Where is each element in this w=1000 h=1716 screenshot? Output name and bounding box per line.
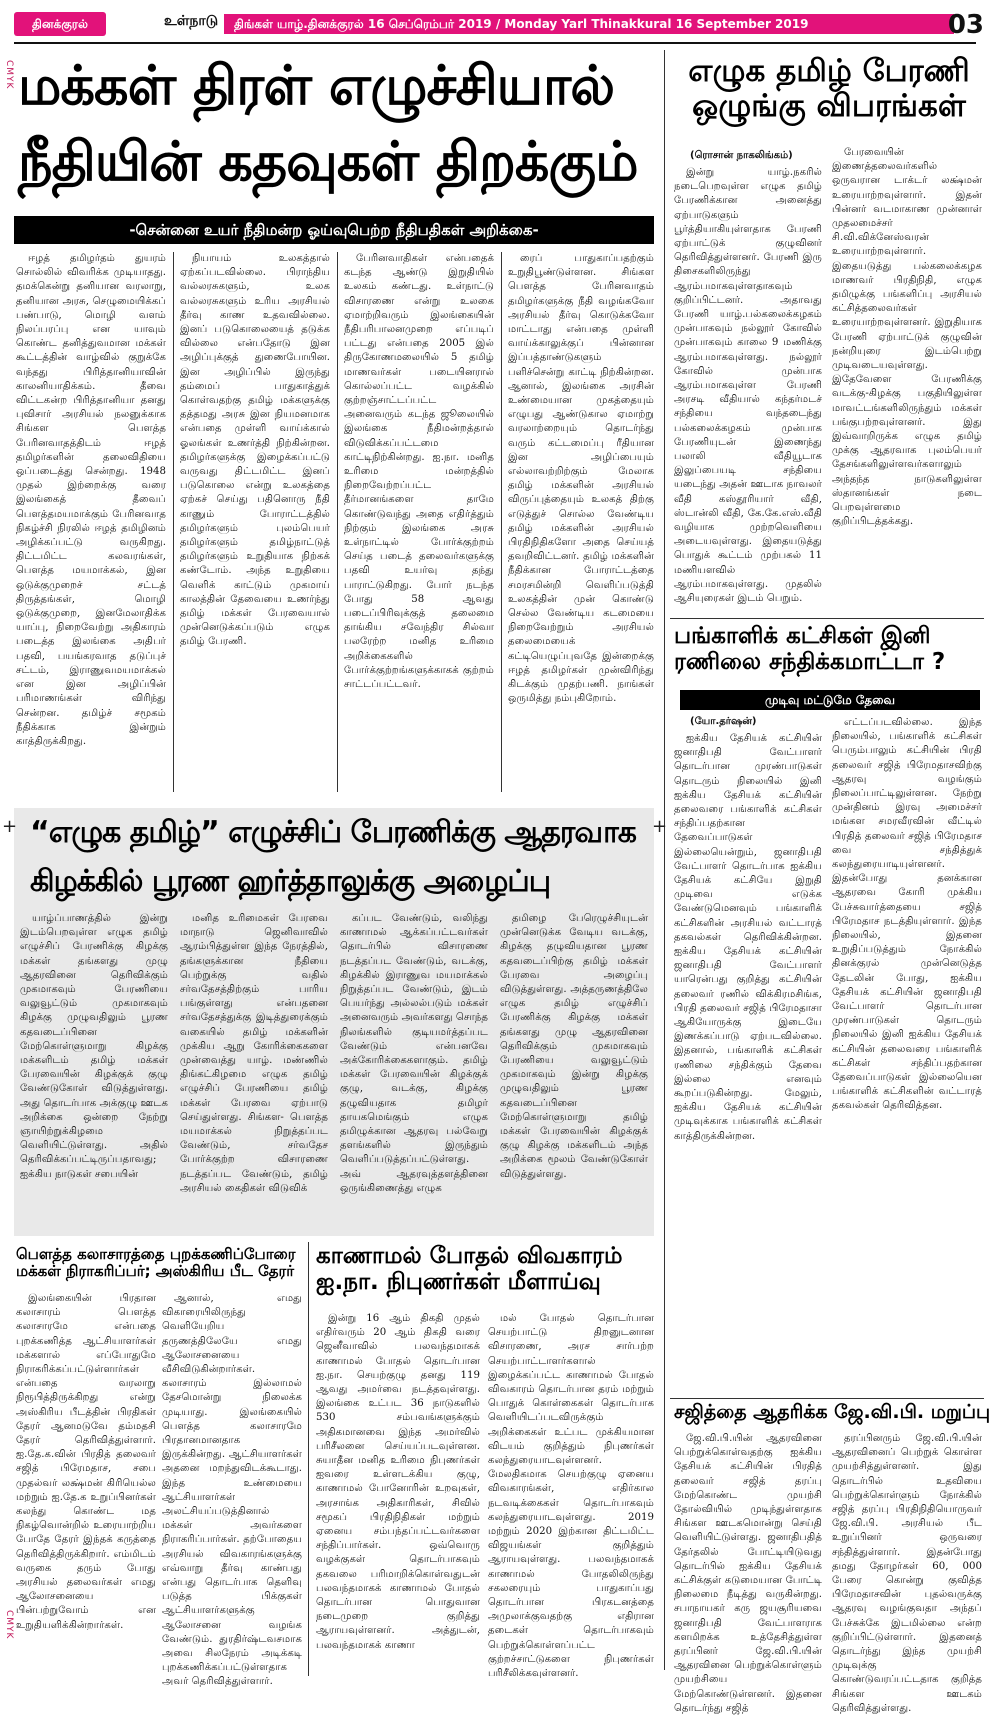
- bottom-left-column-2: ஆனால், எமது விகாரையிலிருந்து வெளியேறிய தருணத்திலேயே எமது ஆலோசனையை வீசிவிடுகின்றார்கள். கலாசாரம் இல்லாமல் தேசமொன்று நிலைக்க முடியாது. இலங்கையில் பௌத்த கலாசாரமே பிரதானமானதாக இருக்கின்றது. ஆட்சியாளர்கள் அதனை மறந்துவிடக்கூடாது. இந்த உண்மையை ஆட்சியாளர்கள் அலட்சியப்படுத்தினால் மக்கள் அவர்களை நிராகரிப்பார்கள். தற்போதைய அரசியல் விவகாரங்களுக்கு எவ்வாறு தீர்வு காண்பது என்பது தொடர்பாக தெளிவு படுத்த பிக்குகள் ஆட்சியாளர்களுக்கு ஆலோசனை வழங்க வேண்டும். துரதிர்ஷ்டவசமாக அவை சிலநேரம் அடிக்கடி புறக்கணிக்கப்பட்டுள்ளதாக அவர் தெரிவித்துள்ளார்.: [162, 1293, 302, 1688]
- hartal-column-1: யாழ்ப்பாணத்தில் இன்று இடம்பெறவுள்ள எழுக தமிழ் எழுச்சிப் பேரணிக்கு கிழக்கு மக்கள் தங்களது முழு ஆதரவினை தெரிவிக்கும் முகமாகவும் பேரணியை வலுவூட்டும் முகமாகவும் கிழக்கு முழுவதிலும் பூரண கதவடைப்பினை மேற்கொள்ளுமாறு கிழக்கு மக்களிடம் தமிழ் மக்கள் பேரவையின் கிழக்குக் குழு வேண்டுகோள் விடுத்துள்ளது. அது தொடர்பாக அக்குழு ஊடக அறிக்கை ஒன்றை நேற்று ஞாயிற்றுக்கிழமை வெளியிட்டுள்ளது. அதில் தெரிவிக்கப்பட்டிருப்பதாவது; ஐக்கிய நாடுகள் சபையின்: [20, 913, 168, 1180]
- masthead: [14, 10, 984, 40]
- date-line: திங்கள் யாழ்.தினக்குரல் 16 செப்ரெம்பர் 2019 / Monday Yarl Thinakkural 16 September 2019: [224, 14, 954, 34]
- right-top-headline: எழுக தமிழ் பேரணி ஒழுங்கு விபரங்கள்: [688, 53, 970, 124]
- hartal-column-3: கப்பட வேண்டும், வலிந்து காணாமல் ஆக்கப்பட்டவர்கள் தொடர்பில் விசாரணை நடத்தப்பட வேண்டும், வடக்கு, கிழக்கில் இராணுவ மயமாக்கல் நிறுத்தப்பட வேண்டும், இடம் பெயர்ந்து அல்லல்படும் மக்கள் அனைவரும் அவர்களது சொந்த நிலங்களில் குடியமர்த்தப்பட வேண்டும் என்பனவே அக்கோரிக்கைகளாகும். தமிழ் மக்கள் பேரவையின் கிழக்குக் குழு, வடக்கு, கிழக்கு தழுவியதாக தமிழர் தாயகமெங்கும் எழுக தமிழுக்கான ஆதரவு பல்வேறு தளங்களில் இருந்தும் வெளிப்படுத்தப்பட்டுள்ளது. அவ் ஆதரவுத்தளத்தினை ஒருங்கிணைத்து எழுக: [340, 913, 488, 1194]
- column-divider: [337, 252, 338, 792]
- cmyk-mark-top: CMYK: [4, 60, 14, 90]
- right-mid-column-2: எட்டப்படவில்லை. இந்த நிலையில், பங்காளிக் கட்சிகள் பெரும்பாலும் கட்சியின் பிரதி தலைவர் சஜித் பிரேமதாசவிற்கு ஆதரவு வழங்கும் நிலைப்பாட்டிலுள்ளன. நேற்று முன்தினம் இரவு அமைச்சர் மங்கள சமரவீரவின் வீட்டில் பிரதித் தலைவர் சஜித் பிரேமதாச வை சந்தித்துக் கலந்துரையாடியுள்ளனர். இதன்போது தனக்கான ஆதரவை கோரி முக்கிய பேச்சுவார்த்தையை சஜித் பிரேமதாச நடத்தியுள்ளார். இந்த நிலையில், இதனை உறுதிப்படுத்தும் நோக்கில் தினக்குரல் முன்னெடுத்த தேடலின் போது, ஐக்கிய தேசியக் கட்சியின் ஜனாதிபதி வேட்பாளர் தொடர்பான முரண்பாடுகள் தொடரும் நிலையில் இனி ஐக்கிய தேசியக் கட்சியின் தலைவரை பங்காளிக் கட்சிகள் சந்திப்பதற்கான தேவைப்பாடுகள் இல்லையென பங்காளிக் கட்சிகளின் வட்டாரத் தகவல்கள் தெரிவித்தன.: [832, 717, 982, 1112]
- lead-column-4: ரைப் பாதுகாப்பதற்கும் உறுதிபூண்டுள்ளன. சிங்கள பௌத்த பேரினவாதம் தமிழர்களுக்கு நீதி வழங்கவோ அரசியல் தீர்வு கொடுக்கவோ மாட்டாது என்பதை முள்ளி வாய்க்காலுக்குப் பின்னான இப்பத்தாண்டுகளும் பளிச்சென்று காட்டி நிற்கின்றன. ஆனால், இலங்கை அரசின் உண்மையான முகத்தையும் எழுபது ஆண்டுகால ஏமாற்று வரலாற்றையும் தொடர்ந்து வரும் கட்டமைப்பு ரீதியான இன அழிப்பையும் எல்லாவற்றிற்கும் மேலாக தமிழ் மக்களின் அரசியல் விருப்புத்தையும் உலகத் திற்கு எடுத்துச் சொல்ல வேண்டிய தமிழ் மக்களின் அரசியல் பிரதிநிதிகளோ அதை செய்யத் தவறிவிட்டனர். தமிழ் மக்களின் நீதிக்கான போராட்டத்தை சமரசமின்றி வெளிப்படுத்தி உலகத்தின் முன் கொண்டு செல்ல வேண்டிய கடமையை நிறைவேற்றும் அரசியல் தலைமையைக் கட்டியெழுப்புவதே இன்றைக்கு ஈழத் தமிழர்கள் முன்விரிந்து கிடக்கும் முதற்பணி. நாங்கள் ஒருமித்து நம்புகிறோம்.: [508, 253, 654, 705]
- right-bottom-column-1: ஜே.வி.பி.யின் ஆதரவினை பெற்றுக்கொள்வதற்கு ஐக்கிய தேசியக் கட்சியின் பிரதித் தலைவர் சஜித் தரப்பு மேற்கொண்ட முயற்சி தோல்வியில் முடிந்துள்ளதாக சிங்கள ஊடகமொன்று செய்தி வெளியிட்டுள்ளது. ஜனாதிபதித் தேர்தலில் போட்டியிடுவது தொடர்பில் ஐக்கிய தேசியக் கட்சிக்குள் கடுமையான போட்டி நிலைமை நீடித்து வருகின்றது. சபாநாயகர் கரு ஜயசூரியவை ஜனாதிபதி வேட்பாளராக களமிறக்க உத்தேசித்துள்ள தரப்பினர் ஜே.வி.பி.யின் ஆதரவினை பெற்றுக்கொள்ளும் முயற்சியை மேற்கொண்டுள்ளனர். இதனை தொடர்ந்து சஜித்: [674, 1433, 822, 1714]
- newspaper-logo: தினக்குரல்: [14, 12, 106, 36]
- story-divider: [670, 618, 984, 619]
- right-mid-tag: முடிவு மட்டுமே தேவை: [680, 690, 980, 710]
- bottom-mid-headline: காணாமல் போதல் விவகாரம் ஐ.நா. நிபுணர்கள் மீளாய்வு: [316, 1243, 623, 1295]
- lead-column-2: நியாயம் உலகத்தால் ஏற்கப்படவில்லை. பிராந்திய வல்லரசுகளும், உலக வல்லரசுகளும் உரிய அரசியல் தீர்வு காண உதவவில்லை. இனப் படுகொலையைத் தடுக்க வில்லை என்பதோடு இன அழிப்புக்குத் துணைபோயின. இன அழிப்பில் இருந்து தம்மைப் பாதுகாத்துக் கொள்வதற்கு தமிழ் மக்களுக்கு தத்தமது அரசு இன நியமனமாக என்பதை முள்ளி வாய்க்கால் ஓலங்கள் உணர்த்தி நிற்கின்றன. தமிழர்களுக்கு இழைக்கப்பட்டு வருவது திட்டமிட்ட இனப் படுகொலை என்று உலகத்தை ஏற்கச் செய்து பதினொரு நீதி காணும் போராட்டத்தில் தமிழர்களும் புலம்பெயர் தமிழர்களும் தமிழ்நாட்டுத் தமிழர்களும் உறுதியாக நிற்கக் கண்டோம். அந்த உறுதியை வெளிக் காட்டும் முகமாய் காலத்தின் தேவையை உணர்ந்து தமிழ் மக்கள் பேரவையால் முன்னெடுக்கப்படும் எழுக தமிழ் பேரணி.: [180, 253, 330, 648]
- right-bottom-column-2: தரப்பினரும் ஜே.வி.பி.யின் ஆதரவினைப் பெற்றுக் கொள்ள முயற்சித்துள்ளனர். இது தொடர்பில் உதவியை பெற்றுக்கொள்ளும் நோக்கில் சஜித் தரப்பு பிரதிநிதியொருவர் ஜே.வி.பி. அரசியல் பீட உறுப்பினர் ஒருவரை சந்தித்துள்ளார். இதன்போது தமது தோழர்கள் 60, 000 பேரை கொன்று குவித்த பிரேமதாசவின் புதல்வருக்கு ஆதரவு வழங்குவதா அந்தப் பேச்சுக்கே இடமில்லை என்ற குறிப்பிட்டுள்ளார். இதனைத் தொடர்ந்து இந்த முயற்சி முடிவுக்கு கொண்டுவரப்பட்டதாக குறித்த சிங்கள ஊடகம் தெரிவித்துள்ளது.: [832, 1433, 982, 1714]
- hartal-column-2: மனித உரிமைகள் பேரவை மாநாடு ஜெனிவாவில் ஆரம்பித்துள்ள இந்த நேரத்தில், தங்களுக்கான நீதியை பெற்றுக்கு வதில் சர்வதேசத்திற்கும் பாரிய பங்குள்ளது என்பதனை சர்வதேசத்துக்கு இடித்துரைக்கும் வகையில் தமிழ் மக்களின் முக்கிய ஆறு கோரிக்கைகளை முன்வைத்து யாழ். மண்ணில் திங்கட்கிழமை எழுக தமிழ் எழுச்சிப் பேரணியை தமிழ் மக்கள் பேரவை ஏற்பாடு செய்துள்ளது. சிங்கள- பௌத்த மயமாக்கல் நிறுத்தப்பட வேண்டும், சர்வதேச போர்க்குற்ற விசாரணை நடத்தப்பட வேண்டும், தமிழ் அரசியல் கைதிகள் விடுவிக்: [180, 913, 328, 1194]
- lead-column-3: பேரினவாதிகள் என்பதைக் கடந்த ஆண்டு இறுதியில் உலகம் கண்டது. உள்நாட்டு விசாரணை என்று உலகை ஏமாற்றிவரும் இலங்கையின் நீதிபரிபாலனமுறை எப்படிப் பட்டது என்பதை 2005 இல் திருகோணமலையில் 5 தமிழ் மாணவர்கள் படையினரால் கொல்லப்பட்ட வழக்கில் குற்றஞ்சாட்டப்பட்ட அனைவரும் கடந்த ஜூலையில் இலங்கை நீதிமன்றத்தால் விடுவிக்கப்பட்டமை காட்டிநிற்கின்றது. ஐ.நா. மனித உரிமை மன்றத்தில் நிறைவேற்றப்பட்ட தீர்மானங்களை தாமே கொண்டுவந்து அதை எதிர்த்தும் நிற்கும் இலங்கை அரசு உள்நாட்டில் போர்க்குற்றம் செய்த படைத் தலைவர்களுக்கு பதவி உயர்வு தந்து பாராட்டுகிறது. போர் நடந்த போது 58 ஆவது படைப்பிரிவுக்குத் தலைமை தாங்கிய சவேந்திர சில்வா பலரேற்ற மனித உரிமை அறிக்கைகளில் போர்க்குற்றங்களுக்காகக் குற்றம் சாட்டப்பட்டவர்.: [344, 253, 494, 691]
- right-mid-byline: (யோ.தர்ஷன்): [690, 716, 757, 727]
- cmyk-mark-bottom: CMYK: [4, 1610, 14, 1640]
- lead-column-1: ஈழத் தமிழர்தம் துயரம் சொல்லில் விவரிக்க முடியாதது. தமக்கென்று தனியான வரலாறு, தனியான அரசு, செழுமையிக்கப் பண்பாடு, மொழி வளம் நிலப்பரப்பு என யாவும் கொண்ட தனித்துவமான மக்கள் கூட்டத்தின் வாழ்வில் குறுக்கே வந்தது பிரித்தானியாவின் காலனியாதிக்கம். தீவை விட்டகன்ற பிரித்தானியா தனது புவிசார் அரசியல் நலனுக்காக சிங்கள பௌத்த பேரினவாதத்திடம் ஈழத் தமிழர்களின் தலைவிதியை ஒப்படைத்து சென்றது. 1948 முதல் இற்றைக்கு வரை இலங்கைத் தீவைப் பௌத்தமயமாக்கும் பேரினவாத நிகழ்ச்சி நிரலில் ஈழத் தமிழினம் அழிக்கப்பட்டு வருகிறது. திட்டமிட்ட கலவரங்கள், பௌத்த மயமாக்கல், இன ஒடுக்குமுறைச் சட்டத் திருத்தங்கள், மொழி ஒடுக்குமுறை, இனமேலாதிக்க யாப்பு, நிறைவேற்று அதிகாரம் படைத்த இலங்கை அதிபர் பதவி, பயங்கரவாத தடுப்புச் சட்டம், இராணுவமயமாக்கல் என இன அழிப்பின் பரிமாணங்கள் விரிந்து சென்றன. தமிழ்ச் சமூகம் நீதிக்காக இன்றும் காத்திருக்கிறது.: [16, 253, 166, 747]
- bottom-left-column-1: இலங்கையின் பிரதான கலாசாரம் பௌத்த கலாசாரமே என்பதை புறக்கணித்த ஆட்சியாளர்கள் மக்களால் எப்போதுமே நிராகரிக்கப்பட்டுள்ளார்கள் என்பதை வரலாறு நிரூபித்திருக்கிறது என்று அஸ்கிரிய பீடத்தின் பிரதிகள் தேரர் ஆனமடுவே தம்மதசி தேரர் தெரிவித்துள்ளார். ஐ.தே.க.வின் பிரதித் தலைவர் சஜித் பிரேமதாச, சபை முதல்வர் லக்ஷ்மன் கிரியெல்ல மற்றும் ஐ.தே.க உறுப்பினர்கள் கலந்து கொண்ட மத நிகழ்வொன்றில் உரையாற்றிய போதே தேரர் இந்தக் கருத்தை தெரிவித்திருக்கிறார். எம்மிடம் வருகை தரும் போது அரசியல் தலைவர்கள் எமது ஆலோசனையை பின்பற்றுவோம் என உறுதியளிக்கின்றார்கள்.: [16, 1293, 156, 1631]
- hartal-headline-line1: “எழுக தமிழ்” எழுச்சிப் பேரணிக்கு ஆதரவாக: [30, 815, 636, 850]
- lead-headline-line1: மக்கள் திரள் எழுச்சியால்: [18, 54, 615, 117]
- right-top-column-1: இன்று யாழ்.நகரில் நடைபெறவுள்ள எழுக தமிழ் பேரணிக்கான அனைத்து ஏற்பாடுகளும் பூர்த்தியாகியுள்ளதாக பேரணி ஏற்பாட்டுக் குழுவினர் தெரிவித்துள்ளனர். பேரணி இரு திசைகளிலிருந்து ஆரம்பமாகவுள்ளதாகவும் குறிப்பிட்டனர். அதாவது பேரணி யாழ்.பல்கலைக்கழகம் முன்பாகவும் நல்லூர் கோவில் முன்பாகவும் காலை 9 மணிக்கு ஆரம்பமாகவுள்ளது. நல்லூர் கோவில் முன்பாக ஆரம்பமாகவுள்ள பேரணி அரசடி வீதியால் கந்தர்மடச் சந்தியை வந்தடைந்து பல்கலைக்கழகம் முன்பாக பேரணியுடன் இணைந்து பலாலி வீதியூடாக இலுப்பையடி சந்தியை யடைந்து அதன் ஊடாக நாவலர் வீதி கஸ்தூரியார் வீதி, ஸ்டான்லி வீதி, கே.கே.எஸ்.வீதி வழியாக முற்றவெளியை அடையவுள்ளது. இதையடுத்து பொதுக் கூட்டம் முற்பகல் 11 மணியளவில் ஆரம்பமாகவுள்ளது. முதலில் ஆசியுரைகள் இடம் பெறும்.: [674, 167, 822, 605]
- right-column-divider: [664, 50, 665, 1670]
- bottom-left-headline: பௌத்த கலாசாரத்தை புறக்கணிப்போரை மக்கள் நிராகரிப்பர்; அஸ்கிரிய பீட தேரர்: [16, 1245, 296, 1280]
- column-divider: [501, 252, 502, 792]
- bottom-mid-column-2: மல் போதல் தொடர்பான செயற்பாட்டு திறனுடனான விசாரணை, அரச சார்பற்ற செயற்பாட்டாளர்களால் இழைக்கப்பட்ட காணாமல் போதல் விவகாரம் தொடர்பான தரம் மற்றும் பொதுக் கொள்கைகள் தொடர்பாக வெளியிடப்படவிருக்கும் அறிக்கைகள் உட்பட முக்கியமான விடயம் குறித்தும் நிபுணர்கள் கலந்துரையாடவுள்ளனர். மேலதிகமாக செயற்குழு ஏனைய விவகாரங்கள், எதிர்கால நடவடிக்கைகள் தொடர்பாகவும் கலந்துரையாடவுள்ளது. 2019 மற்றும் 2020 இற்கான திட்டமிட்ட விஜயங்கள் குறித்தும் ஆராயவுள்ளது. பலவந்தமாகக் காணாமல் போதலிலிருந்து சகலரையும் பாதுகாப்பது தொடர்பான பிரகடனத்தை அமுலாக்குவதற்கு எதிரான தடைகள் தொடர்பாகவும் பெற்றுக்கொள்ளப்பட்ட குற்றச்சாட்டுகளை நிபுணர்கள் பரிசீலிக்கவுள்ளனர்.: [488, 1313, 654, 1680]
- bottom-mid-column-1: இன்று 16 ஆம் திகதி முதல் எதிர்வரும் 20 ஆம் திகதி வரை ஜெனீவாவில் பலவந்தமாகக் காணாமல் போதல் தொடர்பான ஐ.நா. செயற்குழு தனது 119 ஆவது அமர்வை நடத்தவுள்ளது. இலங்கை உட்பட 36 நாடுகளில் 530 சம்பவங்களுக்கும் அதிகமானவை இந்த அமர்வில் பரிசீலனை செய்யப்படவுள்ளன. சுயாதீன மனித உரிமை நிபுணர்கள் ஐவரை உள்ளடக்கிய குழு, காணாமல் போனோரின் உறவுகள், அரசாங்க அதிகாரிகள், சிவில் சமூகப் பிரதிநிதிகள் மற்றும் ஏனைய சம்பந்தப்பட்டவர்களை சந்திப்பார்கள். ஒவ்வொரு வழக்குகள் தொடர்பாகவும் தகவலை பரிமாறிக்கொள்வதுடன் பலவந்தமாகக் காணாமல் போதல் தொடர்பான பொதுவான நடைமுறை குறித்து ஆராயவுள்ளனர். அத்துடன், பலவந்தமாகக் காணா: [316, 1313, 480, 1651]
- hartal-column-4: தமிழை பேரெழுச்சியுடன் முன்னெடுக்க வேடிய வடக்கு, கிழக்கு தழுவியதான பூரண கதவடைப்பிற்கு தமிழ் மக்கள் பேரவை அழைப்பு விடுத்துள்ளது. அத்தருணத்திலே எழுக தமிழ் எழுச்சிப் பேரணிக்கு கிழக்கு மக்கள் தங்களது முழு ஆதரவினை தெரிவிக்கும் முகமாகவும் பேரணியை வலுவூட்டும் முகமாகவும் இன்று கிழக்கு முழுவதிலும் பூரண கதவடைப்பினை மேற்கொள்ளுமாறு தமிழ் மக்கள் பேரவையின் கிழக்குக் குழு கிழக்கு மக்களிடம் அந்த அறிக்கை மூலம் வேண்டுகோள் விடுத்துள்ளது.: [500, 913, 648, 1180]
- column-divider: [173, 252, 174, 792]
- hartal-headline-line2: கிழக்கில் பூரண ஹர்த்தாலுக்கு அழைப்பு: [30, 864, 551, 899]
- crop-mark: +: [652, 816, 668, 837]
- story-divider: [670, 1398, 984, 1399]
- right-bottom-headline: சஜித்தை ஆதரிக்க ஜே.வி.பி. மறுப்பு: [674, 1401, 991, 1423]
- crop-mark: +: [2, 816, 18, 837]
- page-number: 03: [947, 10, 984, 40]
- column-divider: [308, 1242, 309, 1676]
- right-top-byline: (ரொசான் நாகலிங்கம்): [690, 150, 793, 161]
- right-mid-headline: பங்காளிக் கட்சிகள் இனி ரணிலை சந்திக்கமாட்டா ?: [674, 623, 946, 675]
- right-top-column-2: பேரவையின் இணைத்தலைவர்களில் ஒருவரான டாக்டர் லக்ஷ்மன் உரையாற்றவுள்ளார். இதன் பின்னர் வடமாகாண முன்னாள் முதலமைச்சர் சி.வி.விக்னேஸ்வரன் உரையாற்றவுள்ளார். இதையடுத்து பல்கலைக்கழக மாணவர் பிரதிநிதி, எழுக தமிழுக்கு பங்களிப்பு அரசியல் கட்சித்தலைவர்கள் உரையாற்றவுள்ளனர். இறுதியாக பேரணி ஏற்பாட்டுக் குழுவின் நன்றியுரை இடம்பெற்று முடிவடையவுள்ளது. இதேவேளை பேரணிக்கு வடக்கு-கிழக்கு பகுதியிலுள்ள மாவட்டங்களிலிருந்தும் மக்கள் பங்குபற்றவுள்ளனர். இது இவ்வாறிருக்க எழுக தமிழ் முக்கு ஆதரவாக புலம்பெயர் தேசங்களிலுள்ளவர்களாலும் அந்தந்த நாடுகளிலுள்ள ஸ்தானங்கள் நடை பெறவுள்ளமை குறிப்பிடத்தக்கது.: [832, 147, 982, 528]
- lead-subhead: -சென்னை உயர் நீதிமன்ற ஓய்வுபெற்ற நீதிபதிகள் அறிக்கை-: [14, 216, 654, 244]
- right-mid-column-1: ஐக்கிய தேசியக் கட்சியின் ஜனாதிபதி வேட்பாளர் தொடர்பான முரண்பாடுகள் தொடரும் நிலையில் இனி ஐக்கிய தேசியக் கட்சியின் தலைவரை பங்காளிக் கட்சிகள் சந்திப்பதற்கான தேவைப்பாடுகள் இல்லையென்றும், ஜனாதிபதி வேட்பாளர் தொடர்பாக ஐக்கிய தேசியக் கட்சியே இறுதி முடிவை எடுக்க வேண்டுமெனவும் பங்காளிக் கட்சிகளின் அரசியல் வட்டாரத் தகவல்கள் தெரிவிக்கின்றன. ஐக்கிய தேசியக் கட்சியின் ஜனாதிபதி வேட்பாளர் யாரென்பது குறித்து கட்சியின் தலைவர் ரணில் விக்கிரமசிங்க, பிரதி தலைவர் சஜித் பிரேமதாசா ஆகியோருக்கு இடையே இணக்கப்பாடு ஏற்படவில்லை. இதனால், பங்காளிக் கட்சிகள் ரணிலை சந்திக்கும் தேவை இல்லை எனவும் கூறப்படுகின்றது. மேலும், ஐக்கிய தேசியக் கட்சியின் முடிவுக்காக பங்காளிக் கட்சிகள் காத்திருக்கின்றன.: [674, 733, 822, 1142]
- section-name: உள்நாடு: [164, 13, 219, 29]
- lead-headline-line2: நீதியின் கதவுகள் திறக்கும்: [18, 130, 638, 193]
- masthead-rule: [14, 42, 976, 44]
